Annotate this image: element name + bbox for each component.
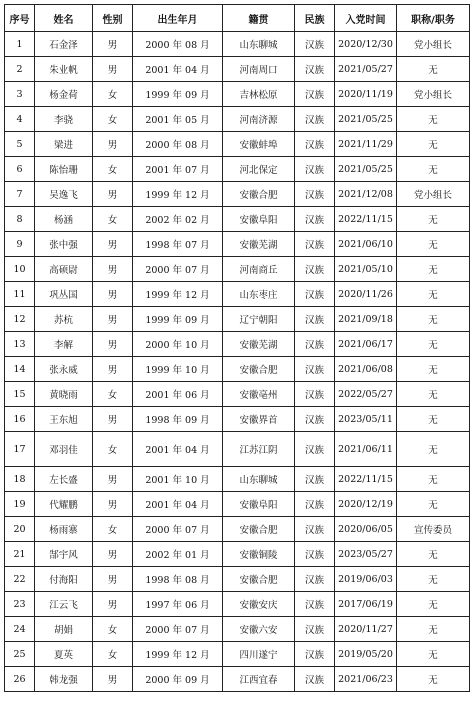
cell-index: 26 [5,667,35,692]
cell-ethnicity: 汉族 [295,382,335,407]
cell-gender: 女 [93,82,133,107]
cell-hometown: 吉林松原 [223,82,295,107]
table-row [5,182,470,207]
table-row [5,592,470,617]
cell-ethnicity: 汉族 [295,32,335,57]
cell-hometown: 辽宁朝阳 [223,307,295,332]
cell-ethnicity: 汉族 [295,642,335,667]
cell-gender: 女 [93,382,133,407]
cell-name: 高硕尉 [35,257,93,282]
cell-name: 黄晓雨 [35,382,93,407]
cell-index: 9 [5,232,35,257]
cell-birth: 1999 年 12 月 [133,182,223,207]
cell-position: 无 [397,332,470,357]
cell-hometown: 安徽亳州 [223,382,295,407]
cell-position: 党小组长 [397,82,470,107]
table-row [5,567,470,592]
cell-join-date: 2023/05/11 [335,407,397,432]
cell-name: 江云飞 [35,592,93,617]
cell-index: 13 [5,332,35,357]
cell-index: 8 [5,207,35,232]
cell-index: 14 [5,357,35,382]
cell-ethnicity: 汉族 [295,307,335,332]
cell-index: 19 [5,492,35,517]
cell-join-date: 2021/05/25 [335,157,397,182]
cell-join-date: 2021/09/18 [335,307,397,332]
cell-birth: 2001 年 04 月 [133,57,223,82]
cell-ethnicity: 汉族 [295,592,335,617]
table-row [5,207,470,232]
cell-name: 代耀鹏 [35,492,93,517]
cell-join-date: 2020/11/26 [335,282,397,307]
cell-join-date: 2021/12/08 [335,182,397,207]
cell-birth: 1998 年 08 月 [133,567,223,592]
cell-position: 无 [397,382,470,407]
cell-gender: 男 [93,592,133,617]
cell-name: 张中强 [35,232,93,257]
cell-position: 无 [397,107,470,132]
cell-index: 23 [5,592,35,617]
cell-ethnicity: 汉族 [295,542,335,567]
header-ethnicity: 民族 [295,5,335,32]
cell-hometown: 河南周口 [223,57,295,82]
cell-join-date: 2021/06/23 [335,667,397,692]
cell-birth: 2000 年 08 月 [133,132,223,157]
table-row [5,282,470,307]
cell-name: 王东旭 [35,407,93,432]
cell-ethnicity: 汉族 [295,232,335,257]
cell-index: 6 [5,157,35,182]
cell-name: 韩龙强 [35,667,93,692]
cell-join-date: 2020/12/30 [335,32,397,57]
cell-index: 11 [5,282,35,307]
cell-ethnicity: 汉族 [295,257,335,282]
cell-position: 无 [397,307,470,332]
cell-birth: 2001 年 04 月 [133,432,223,467]
cell-index: 15 [5,382,35,407]
cell-position: 无 [397,667,470,692]
cell-name: 杨雨寨 [35,517,93,542]
cell-ethnicity: 汉族 [295,492,335,517]
cell-birth: 1999 年 09 月 [133,82,223,107]
cell-birth: 1999 年 12 月 [133,282,223,307]
cell-index: 18 [5,467,35,492]
cell-index: 25 [5,642,35,667]
cell-index: 12 [5,307,35,332]
table-row [5,667,470,692]
table-row [5,357,470,382]
cell-ethnicity: 汉族 [295,207,335,232]
cell-gender: 男 [93,357,133,382]
party-member-table [4,4,470,692]
cell-gender: 男 [93,132,133,157]
cell-gender: 女 [93,107,133,132]
table-row [5,642,470,667]
cell-ethnicity: 汉族 [295,667,335,692]
cell-ethnicity: 汉族 [295,567,335,592]
cell-hometown: 四川遂宁 [223,642,295,667]
table-row [5,517,470,542]
cell-name: 邓羽佳 [35,432,93,467]
cell-gender: 女 [93,517,133,542]
cell-position: 无 [397,57,470,82]
cell-gender: 男 [93,467,133,492]
cell-name: 杨涵 [35,207,93,232]
cell-gender: 男 [93,182,133,207]
cell-hometown: 安徽六安 [223,617,295,642]
cell-birth: 2001 年 04 月 [133,492,223,517]
header-join-date: 入党时间 [335,5,397,32]
cell-name: 付海阳 [35,567,93,592]
cell-join-date: 2017/06/19 [335,592,397,617]
table-row [5,257,470,282]
header-position: 职称/职务 [397,5,470,32]
cell-birth: 2000 年 08 月 [133,32,223,57]
cell-ethnicity: 汉族 [295,617,335,642]
cell-birth: 1998 年 09 月 [133,407,223,432]
cell-index: 5 [5,132,35,157]
header-gender: 性别 [93,5,133,32]
cell-join-date: 2021/05/10 [335,257,397,282]
cell-hometown: 江西宜春 [223,667,295,692]
cell-position: 无 [397,592,470,617]
cell-ethnicity: 汉族 [295,467,335,492]
cell-position: 无 [397,407,470,432]
cell-index: 21 [5,542,35,567]
cell-position: 无 [397,432,470,467]
cell-hometown: 山东聊城 [223,467,295,492]
cell-gender: 男 [93,32,133,57]
cell-name: 巩丛国 [35,282,93,307]
header-hometown: 籍贯 [223,5,295,32]
cell-join-date: 2021/06/17 [335,332,397,357]
cell-hometown: 河南商丘 [223,257,295,282]
cell-name: 张永威 [35,357,93,382]
cell-position: 无 [397,157,470,182]
cell-index: 22 [5,567,35,592]
cell-hometown: 河北保定 [223,157,295,182]
cell-name: 胡娟 [35,617,93,642]
cell-position: 无 [397,617,470,642]
cell-hometown: 江苏江阴 [223,432,295,467]
cell-ethnicity: 汉族 [295,157,335,182]
cell-name: 朱业帆 [35,57,93,82]
cell-join-date: 2023/05/27 [335,542,397,567]
cell-gender: 男 [93,332,133,357]
cell-birth: 2000 年 10 月 [133,332,223,357]
table-row [5,82,470,107]
table-body [5,32,470,692]
header-index: 序号 [5,5,35,32]
cell-hometown: 安徽蚌埠 [223,132,295,157]
cell-position: 无 [397,467,470,492]
cell-join-date: 2022/11/15 [335,467,397,492]
cell-birth: 2001 年 06 月 [133,382,223,407]
table-row [5,307,470,332]
cell-ethnicity: 汉族 [295,282,335,307]
cell-hometown: 安徽界首 [223,407,295,432]
cell-position: 宣传委员 [397,517,470,542]
cell-position: 无 [397,642,470,667]
cell-index: 16 [5,407,35,432]
cell-position: 无 [397,207,470,232]
cell-gender: 女 [93,157,133,182]
cell-join-date: 2020/12/19 [335,492,397,517]
cell-join-date: 2022/05/27 [335,382,397,407]
cell-gender: 女 [93,642,133,667]
table-row [5,382,470,407]
cell-position: 无 [397,257,470,282]
cell-join-date: 2021/11/29 [335,132,397,157]
cell-gender: 男 [93,407,133,432]
cell-birth: 2000 年 09 月 [133,667,223,692]
cell-gender: 男 [93,57,133,82]
cell-join-date: 2021/06/08 [335,357,397,382]
cell-birth: 2001 年 10 月 [133,467,223,492]
cell-gender: 男 [93,232,133,257]
cell-index: 2 [5,57,35,82]
cell-birth: 2002 年 01 月 [133,542,223,567]
cell-gender: 男 [93,257,133,282]
cell-name: 石金泽 [35,32,93,57]
cell-index: 24 [5,617,35,642]
cell-index: 10 [5,257,35,282]
cell-join-date: 2020/11/19 [335,82,397,107]
cell-hometown: 安徽芜湖 [223,232,295,257]
cell-gender: 男 [93,667,133,692]
header-name: 姓名 [35,5,93,32]
cell-position: 无 [397,492,470,517]
cell-join-date: 2021/05/25 [335,107,397,132]
cell-birth: 1999 年 10 月 [133,357,223,382]
table-row [5,432,470,467]
cell-hometown: 安徽阜阳 [223,492,295,517]
cell-name: 梁进 [35,132,93,157]
cell-join-date: 2020/11/27 [335,617,397,642]
cell-hometown: 山东枣庄 [223,282,295,307]
cell-hometown: 山东聊城 [223,32,295,57]
cell-position: 无 [397,567,470,592]
table-row [5,232,470,257]
member-table-page [4,4,469,692]
cell-gender: 女 [93,207,133,232]
cell-birth: 1999 年 12 月 [133,642,223,667]
table-row [5,407,470,432]
cell-ethnicity: 汉族 [295,432,335,467]
cell-index: 1 [5,32,35,57]
cell-position: 党小组长 [397,182,470,207]
cell-name: 吴逸飞 [35,182,93,207]
cell-birth: 1997 年 06 月 [133,592,223,617]
cell-hometown: 安徽合肥 [223,357,295,382]
cell-index: 4 [5,107,35,132]
cell-ethnicity: 汉族 [295,332,335,357]
cell-hometown: 安徽芜湖 [223,332,295,357]
cell-position: 无 [397,132,470,157]
table-row [5,467,470,492]
table-row [5,32,470,57]
cell-gender: 男 [93,492,133,517]
cell-name: 苏杭 [35,307,93,332]
cell-birth: 2002 年 02 月 [133,207,223,232]
cell-ethnicity: 汉族 [295,357,335,382]
header-birth: 出生年月 [133,5,223,32]
cell-position: 无 [397,232,470,257]
cell-join-date: 2021/05/27 [335,57,397,82]
cell-birth: 2000 年 07 月 [133,257,223,282]
cell-position: 无 [397,542,470,567]
cell-index: 7 [5,182,35,207]
table-row [5,157,470,182]
cell-ethnicity: 汉族 [295,517,335,542]
cell-name: 陈怡珊 [35,157,93,182]
cell-join-date: 2021/06/10 [335,232,397,257]
cell-hometown: 河南济源 [223,107,295,132]
cell-position: 党小组长 [397,32,470,57]
cell-name: 李解 [35,332,93,357]
cell-join-date: 2020/06/05 [335,517,397,542]
cell-gender: 男 [93,542,133,567]
cell-ethnicity: 汉族 [295,407,335,432]
cell-birth: 2001 年 05 月 [133,107,223,132]
table-header-row [5,5,470,32]
cell-gender: 女 [93,617,133,642]
cell-birth: 2000 年 07 月 [133,517,223,542]
cell-gender: 女 [93,432,133,467]
cell-hometown: 安徽合肥 [223,517,295,542]
cell-name: 夏英 [35,642,93,667]
cell-name: 杨金荷 [35,82,93,107]
cell-birth: 2001 年 07 月 [133,157,223,182]
cell-hometown: 安徽安庆 [223,592,295,617]
table-row [5,132,470,157]
cell-gender: 男 [93,307,133,332]
cell-gender: 男 [93,282,133,307]
cell-birth: 1998 年 07 月 [133,232,223,257]
cell-birth: 1999 年 09 月 [133,307,223,332]
cell-name: 郜宇风 [35,542,93,567]
cell-hometown: 安徽合肥 [223,567,295,592]
cell-index: 20 [5,517,35,542]
cell-ethnicity: 汉族 [295,182,335,207]
cell-join-date: 2022/11/15 [335,207,397,232]
cell-index: 17 [5,432,35,467]
cell-ethnicity: 汉族 [295,132,335,157]
cell-ethnicity: 汉族 [295,82,335,107]
cell-hometown: 安徽阜阳 [223,207,295,232]
table-row [5,107,470,132]
cell-name: 李骁 [35,107,93,132]
cell-join-date: 2021/06/11 [335,432,397,467]
table-row [5,332,470,357]
cell-join-date: 2019/05/20 [335,642,397,667]
table-row [5,492,470,517]
cell-hometown: 安徽合肥 [223,182,295,207]
cell-ethnicity: 汉族 [295,107,335,132]
table-row [5,542,470,567]
table-row [5,57,470,82]
cell-index: 3 [5,82,35,107]
cell-hometown: 安徽铜陵 [223,542,295,567]
cell-gender: 男 [93,567,133,592]
table-row [5,617,470,642]
cell-ethnicity: 汉族 [295,57,335,82]
cell-position: 无 [397,357,470,382]
cell-join-date: 2019/06/03 [335,567,397,592]
cell-birth: 2000 年 07 月 [133,617,223,642]
cell-name: 左长盛 [35,467,93,492]
cell-position: 无 [397,282,470,307]
